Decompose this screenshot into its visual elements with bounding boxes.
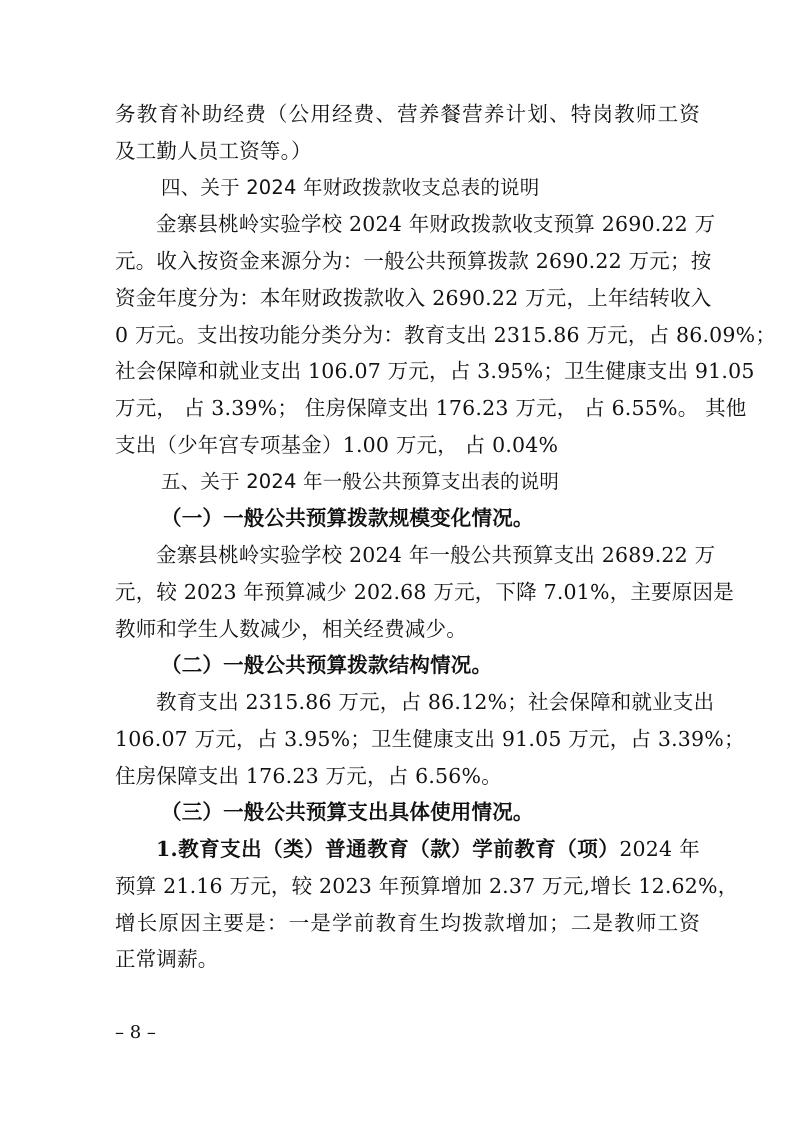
paragraph-line (115, 831, 700, 868)
paragraph-line: 万元， 占 3.39%； 住房保障支出 176.23 万元， 占 6.55%。 其他 (115, 396, 747, 420)
paragraph-line: 0 万元。支出按功能分类分为：教育支出 2315.86 万元，占 86.09%； (115, 322, 777, 347)
item-year: 2024 年 (619, 837, 701, 861)
subsection-heading: （三）一般公共预算支出具体使用情况。 (161, 800, 534, 825)
paragraph-line: 支出（少年宫专项基金）1.00 万元， 占 0.04% (115, 432, 559, 457)
document-body (115, 96, 777, 978)
paragraph-line: 住房保障支出 176.23 万元，占 6.56%。 (115, 763, 502, 788)
subsection-heading: （一）一般公共预算拨款规模变化情况。 (161, 506, 534, 531)
paragraph-line: 元，较 2023 年预算减少 202.68 万元，下降 7.01%，主要原因是 (115, 579, 734, 604)
paragraph-line: 106.07 万元，占 3.95%；卫生健康支出 91.05 万元，占 3.39%； (115, 726, 745, 751)
paragraph-line: 务教育补助经费（公用经费、营养餐营养计划、特岗教师工资 (115, 102, 700, 126)
paragraph-line: 增长原因主要是：一是学前教育生均拨款增加；二是教师工资 (115, 910, 700, 935)
section-heading: 五、关于 2024 年一般公共预算支出表的说明 (161, 469, 560, 493)
paragraph-line: 正常调薪。 (115, 947, 219, 972)
paragraph-line: 预算 21.16 万元，较 2023 年预算增加 2.37 万元,增长 12.62%， (115, 873, 739, 898)
section-heading: 四、关于 2024 年财政拨款收支总表的说明 (161, 175, 540, 199)
paragraph-line: 元。收入按资金来源分为：一般公共预算拨款 2690.22 万元；按 (115, 249, 712, 273)
paragraph-line: 资金年度分为：本年财政拨款收入 2690.22 万元，上年结转收入 (115, 285, 712, 310)
paragraph-line: 金寨县桃岭实验学校 2024 年一般公共预算支出 2689.22 万 (156, 543, 716, 567)
page-number: – 8 – (115, 1022, 156, 1043)
paragraph-line: 教育支出 2315.86 万元，占 86.12%；社会保障和就业支出 (156, 690, 715, 714)
subsection-heading: （二）一般公共预算拨款结构情况。 (161, 653, 493, 678)
item-title: 1.教育支出（类）普通教育（款）学前教育（项） (156, 837, 620, 861)
paragraph-line: 教师和学生人数减少，相关经费减少。 (115, 616, 467, 641)
paragraph-line: 社会保障和就业支出 106.07 万元，占 3.95%；卫生健康支出 91.05 (115, 359, 755, 384)
paragraph-line: 及工勤人员工资等。） (115, 138, 312, 163)
paragraph-line: 金寨县桃岭实验学校 2024 年财政拨款收支预算 2690.22 万 (156, 212, 716, 237)
